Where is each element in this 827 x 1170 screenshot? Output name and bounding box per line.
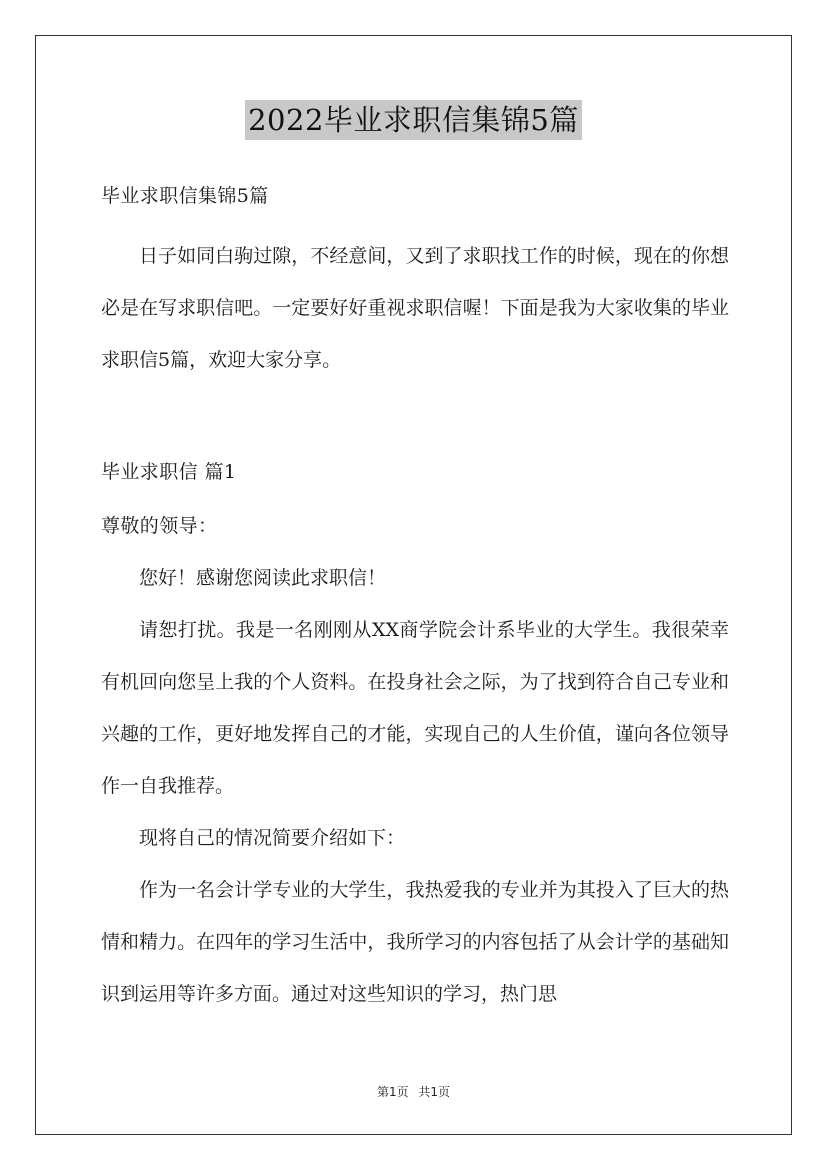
document-subtitle: 毕业求职信集锦5篇: [101, 185, 269, 207]
page-footer: [0, 1083, 827, 1100]
body-paragraph-3: 作为一名会计学专业的大学生，我热爱我的专业并为其投入了巨大的热情和精力。在四年的学习生活中，我所学习的内容包括了从会计学的基础知识到运用等许多方面。通过对这些知识的学习，热门思: [101, 879, 729, 1005]
body-paragraph-1: 请恕打扰。我是一名刚刚从XX商学院会计系毕业的大学生。我很荣幸有机回向您呈上我的个人资料。在投身社会之际，为了找到符合自己专业和兴趣的工作，更好地发挥自己的才能，实现自己的人生价值，谨向各位领导作一自我推荐。: [101, 619, 729, 797]
salutation: 尊敬的领导：: [101, 515, 218, 537]
document-body: [101, 170, 729, 1020]
intro-paragraph: 日子如同白驹过隙，不经意间，又到了求职找工作的时候，现在的你想必是在写求职信吧。一定要好好重视求职信喔！下面是我为大家收集的毕业求职信5篇，欢迎大家分享。: [101, 245, 729, 371]
greeting-paragraph: 您好！感谢您阅读此求职信！: [139, 567, 387, 589]
section-heading: 毕业求职信 篇1: [101, 461, 237, 483]
page-number: 第1页: [376, 1085, 409, 1099]
body-paragraph-2: 现将自己的情况简要介绍如下：: [139, 827, 406, 849]
page-total: 共1页: [418, 1085, 451, 1099]
document-title: 2022毕业求职信集锦5篇: [245, 100, 582, 140]
title-wrap: [0, 100, 827, 140]
